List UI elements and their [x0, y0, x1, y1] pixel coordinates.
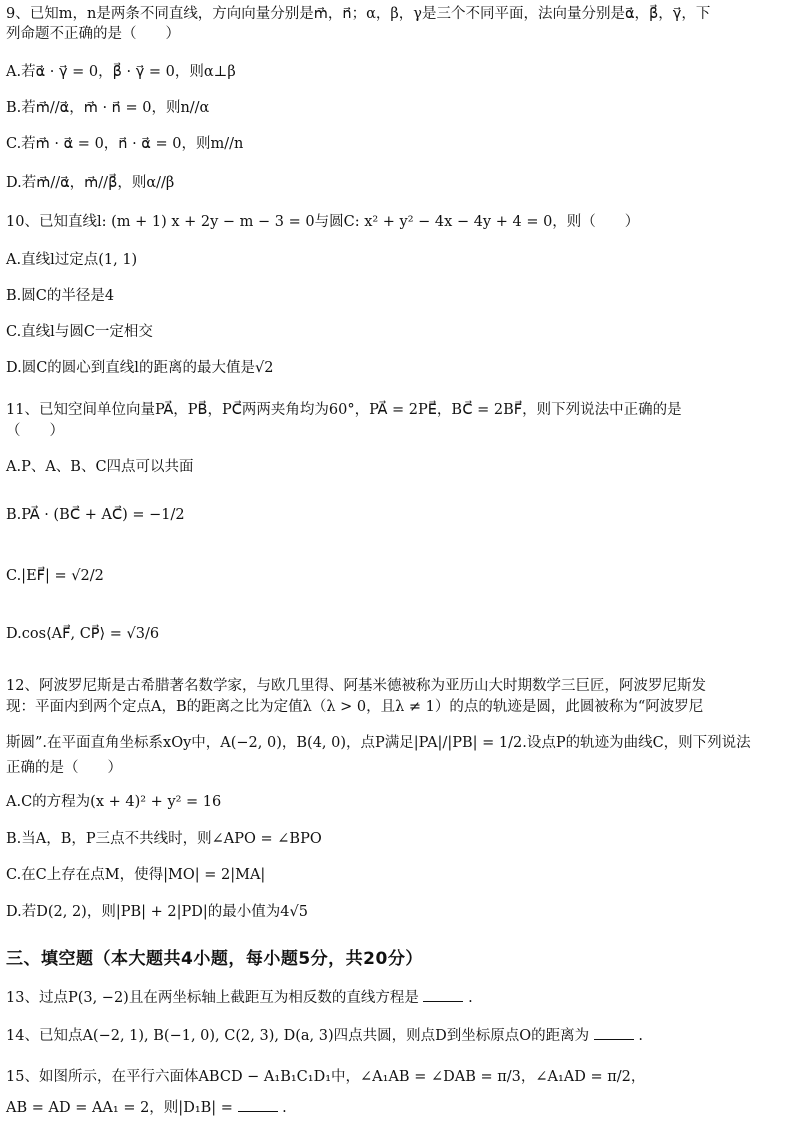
q12-stem: 12、阿波罗尼斯是古希腊著名数学家，与欧几里得、阿基米德被称为亚历山大时期数学三巨匠，阿波罗尼斯发 [6, 678, 706, 694]
q12-stem-cont-1: 现：平面内到两个定点A，B的距离之比为定值λ（λ > 0，且λ ≠ 1）的点的轨迹是圆，此圆被称为“阿波罗尼 [6, 699, 704, 715]
q12-option-b: B.当A，B，P三点不共线时，则∠APO = ∠BPO [6, 831, 322, 847]
q11-option-d: D.cos⟨AF⃗, CP⃗⟩ = √3/6 [6, 626, 160, 642]
q10-option-c: C.直线l与圆C一定相交 [6, 324, 153, 340]
q11-option-c: C.|EF⃗| = √2/2 [6, 568, 104, 584]
q12-option-d: D.若D(2, 2)，则|PB| + 2|PD|的最小值为4√5 [6, 904, 308, 920]
q10-option-a: A.直线l过定点(1, 1) [6, 252, 138, 268]
q11-option-b: B.PA⃗ · (BC⃗ + AC⃗) = −1/2 [6, 507, 185, 523]
q15-stem: 15、如图所示，在平行六面体ABCD − A₁B₁C₁D₁中，∠A₁AB = ∠DAB = π/3，∠A₁AD = π/2， [6, 1069, 646, 1085]
q13-text: 13、过点P(3, −2)且在两坐标轴上截距互为相反数的直线方程是 [6, 990, 419, 1006]
q13 [6, 987, 788, 1008]
q15-stem-cont [6, 1097, 788, 1118]
q9-option-b: B.若m⃗//α⃗，m⃗ · n⃗ = 0，则n//α [6, 100, 210, 116]
q9-option-d: D.若m⃗//α⃗，m⃗//β⃗，则α//β [6, 175, 175, 191]
q12-stem-cont-3: 正确的是（ ） [6, 760, 122, 776]
q15-text: AB = AD = AA₁ = 2，则|D₁B| = [6, 1100, 233, 1116]
q10-option-b: B.圆C的半径是4 [6, 288, 115, 304]
q13-answer-blank[interactable] [423, 987, 463, 1002]
q10-stem: 10、已知直线l: (m + 1) x + 2y − m − 3 = 0与圆C: x² + y² − 4x − 4y + 4 = 0，则（ ） [6, 214, 640, 230]
q14 [6, 1025, 788, 1046]
q11-stem-cont: （ ） [6, 423, 64, 439]
q9-option-a: A.若α⃗ · γ⃗ = 0，β⃗ · γ⃗ = 0，则α⊥β [6, 64, 236, 80]
q15-answer-blank[interactable] [238, 1097, 278, 1112]
q14-end: . [638, 1028, 643, 1044]
q9-stem: 9、已知m，n是两条不同直线，方向向量分别是m⃗，n⃗；α，β，γ是三个不同平面，法向量分别是α⃗，β⃗，γ⃗，下 [6, 6, 711, 22]
q10-option-d: D.圆C的圆心到直线l的距离的最大值是√2 [6, 360, 274, 376]
section-heading-fill-in: 三、填空题（本大题共4小题，每小题5分，共20分） [6, 949, 423, 969]
q14-answer-blank[interactable] [594, 1025, 634, 1040]
q9-stem-cont: 列命题不正确的是（ ） [6, 26, 180, 42]
q12-option-a: A.C的方程为(x + 4)² + y² = 16 [6, 794, 222, 810]
q14-text: 14、已知点A(−2, 1), B(−1, 0), C(2, 3), D(a, 3)四点共圆，则点D到坐标原点O的距离为 [6, 1028, 590, 1044]
q9-option-c: C.若m⃗ · α⃗ = 0，n⃗ · α⃗ = 0，则m//n [6, 136, 244, 152]
q12-stem-cont-2: 斯圆”.在平面直角坐标系xOy中，A(−2, 0)，B(4, 0)，点P满足|PA|/|PB| = 1/2.设点P的轨迹为曲线C，则下列说法 [6, 735, 751, 751]
q11-option-a: A.P、A、B、C四点可以共面 [6, 459, 194, 475]
q15-end: . [282, 1100, 287, 1116]
q11-stem: 11、已知空间单位向量PA⃗，PB⃗，PC⃗两两夹角均为60°，PA⃗ = 2PE⃗，BC⃗ = 2BF⃗，则下列说法中正确的是 [6, 402, 682, 418]
q13-end: . [468, 990, 473, 1006]
q12-option-c: C.在C上存在点M，使得|MO| = 2|MA| [6, 867, 266, 883]
